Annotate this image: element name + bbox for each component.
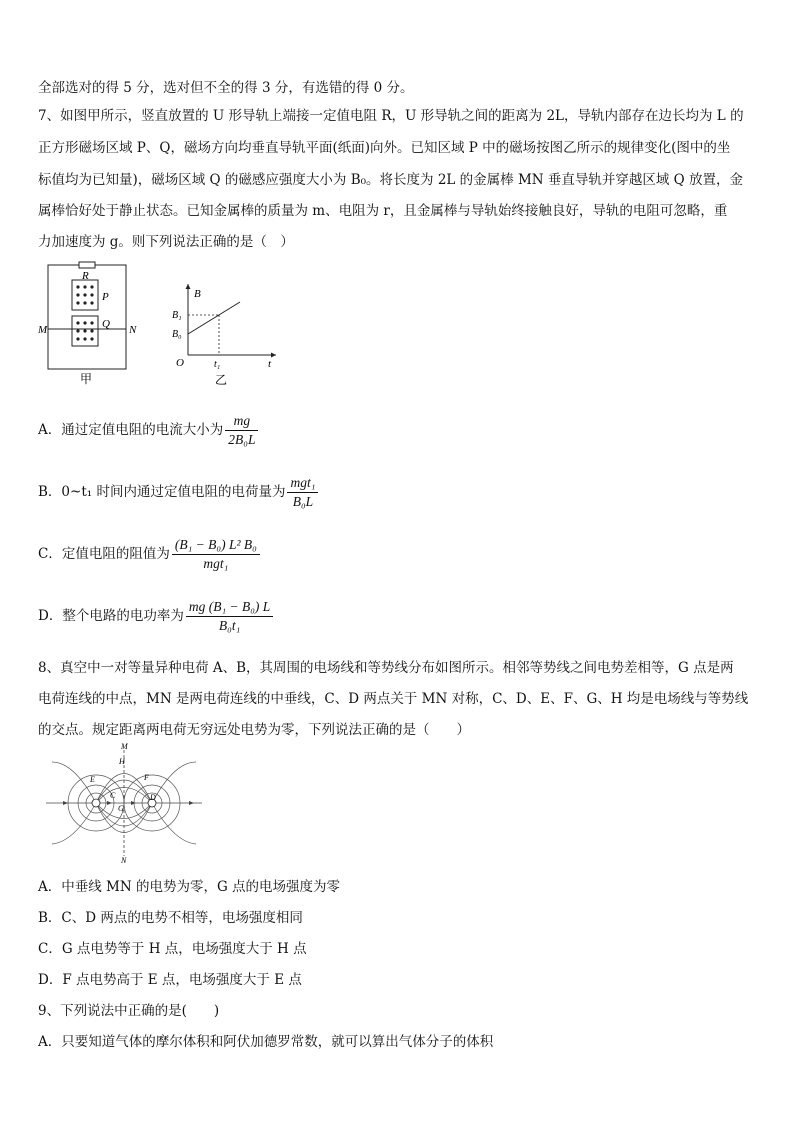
label-B-axis: B <box>194 288 201 300</box>
label-P: P <box>102 291 109 303</box>
q9-stem: 9、下列说法中正确的是( ) <box>38 1003 220 1019</box>
q7-stem-line-5: 力加速度为 g。则下列说法正确的是（ ） <box>38 234 294 250</box>
label-N: N <box>129 324 137 336</box>
q8-option-c[interactable]: C．G 点电势等于 H 点，电场强度大于 H 点 <box>38 941 307 957</box>
q7-option-d-denominator: B₀t₁ <box>218 618 241 633</box>
q9-option-a[interactable]: A．只要知道气体的摩尔体积和阿伏加德罗常数，就可以算出气体分子的体积 <box>38 1034 494 1050</box>
intro-text: 全部选对的得 5 分，选对但不全的得 3 分，有选错的得 0 分。 <box>38 80 414 96</box>
q7-option-a-numerator: mg <box>225 412 258 431</box>
q7-stem-line-1: 7、如图甲所示，竖直放置的 U 形导轨上端接一定值电阻 R，U 形导轨之间的距离为 2L，导轨内部存在边长均为 L 的 <box>38 108 744 124</box>
q7-option-d[interactable] <box>38 598 275 635</box>
q7-option-a-fraction <box>225 412 258 449</box>
label-O: O <box>176 357 184 369</box>
q7-figure-yi <box>170 280 280 390</box>
label-E: E <box>90 775 95 784</box>
q7-option-c[interactable] <box>38 536 262 573</box>
q7-option-a-denominator: 2B₀L <box>228 432 256 447</box>
label-t-axis: t <box>268 358 272 370</box>
q7-option-d-text: D．整个电路的电功率为 <box>38 608 184 624</box>
q7-option-d-numerator: mg (B₁ − B₀) L <box>186 598 274 617</box>
label-N: N <box>121 856 127 864</box>
label-B1: B₁ <box>172 310 182 321</box>
label-t1: t₁ <box>214 359 221 370</box>
label-H: H <box>119 757 125 766</box>
q7-option-b-denominator: B₀L <box>292 494 314 509</box>
q7-option-c-text: C．定值电阻的阻值为 <box>38 546 170 562</box>
q7-stem-line-3: 标值均为已知量)，磁场区域 Q 的磁感应强度大小为 B₀。将长度为 2L 的金属棒 MN 垂直导轨并穿越区域 Q 放置，金 <box>38 172 744 188</box>
q8-option-d[interactable]: D．F 点电势高于 E 点，电场强度大于 E 点 <box>38 972 302 988</box>
q8-option-a[interactable]: A．中垂线 MN 的电势为零，G 点的电场强度为零 <box>38 879 341 895</box>
q8-stem-line-2: 电荷连线的中点，MN 是两电荷连线的中垂线，C、D 两点关于 MN 对称，C、D、E、F、G、H 均是电场线与等势线 <box>38 691 749 707</box>
label-M: M <box>121 742 128 751</box>
q7-option-b-fraction <box>287 474 318 511</box>
q7-option-c-denominator: mgt₁ <box>203 556 229 571</box>
q7-option-b-text: B．0~t₁ 时间内通过定值电阻的电荷量为 <box>38 484 286 500</box>
label-D: D <box>150 793 156 802</box>
q7-option-c-fraction <box>172 536 260 573</box>
q7-stem-line-4: 属棒恰好处于静止状态。已知金属棒的质量为 m、电阻为 r，且金属棒与导轨始终接触良好，导轨的电阻可忽略，重 <box>38 203 728 219</box>
label-G: G <box>118 804 124 813</box>
caption-yi: 乙 <box>215 373 228 387</box>
q7-option-b[interactable] <box>38 474 320 511</box>
label-Q: Q <box>102 318 110 330</box>
label-C: C <box>110 791 116 800</box>
q7-stem-line-2: 正方形磁场区域 P、Q，磁场方向均垂直导轨平面(纸面)向外。已知区域 P 中的磁场按图乙所示的规律变化(图中的坐 <box>38 140 731 156</box>
q7-option-b-numerator: mgt₁ <box>287 474 318 493</box>
q8-stem-line-1: 8、真空中一对等量异种电荷 A、B，其周围的电场线和等势线分布如图所示。相邻等势线之间电势差相等，G 点是两 <box>38 660 734 676</box>
q7-option-c-numerator: (B₁ − B₀) L² B₀ <box>172 536 260 555</box>
caption-jia: 甲 <box>80 372 93 386</box>
q7-option-a-text: A．通过定值电阻的电流大小为 <box>38 422 224 438</box>
label-M: M <box>38 324 48 336</box>
q7-figure-jia <box>38 260 138 388</box>
q8-field-figure <box>44 742 204 864</box>
label-B0: B₀ <box>172 329 182 340</box>
q8-stem-line-3: 的交点。规定距离两电荷无穷远处电势为零，下列说法正确的是（ ） <box>38 722 470 738</box>
label-F: F <box>144 773 149 782</box>
q8-option-b[interactable]: B．C、D 两点的电势不相等，电场强度相同 <box>38 910 303 926</box>
q7-option-a[interactable] <box>38 412 260 449</box>
label-R: R <box>82 270 89 282</box>
q7-option-d-fraction <box>186 598 274 635</box>
